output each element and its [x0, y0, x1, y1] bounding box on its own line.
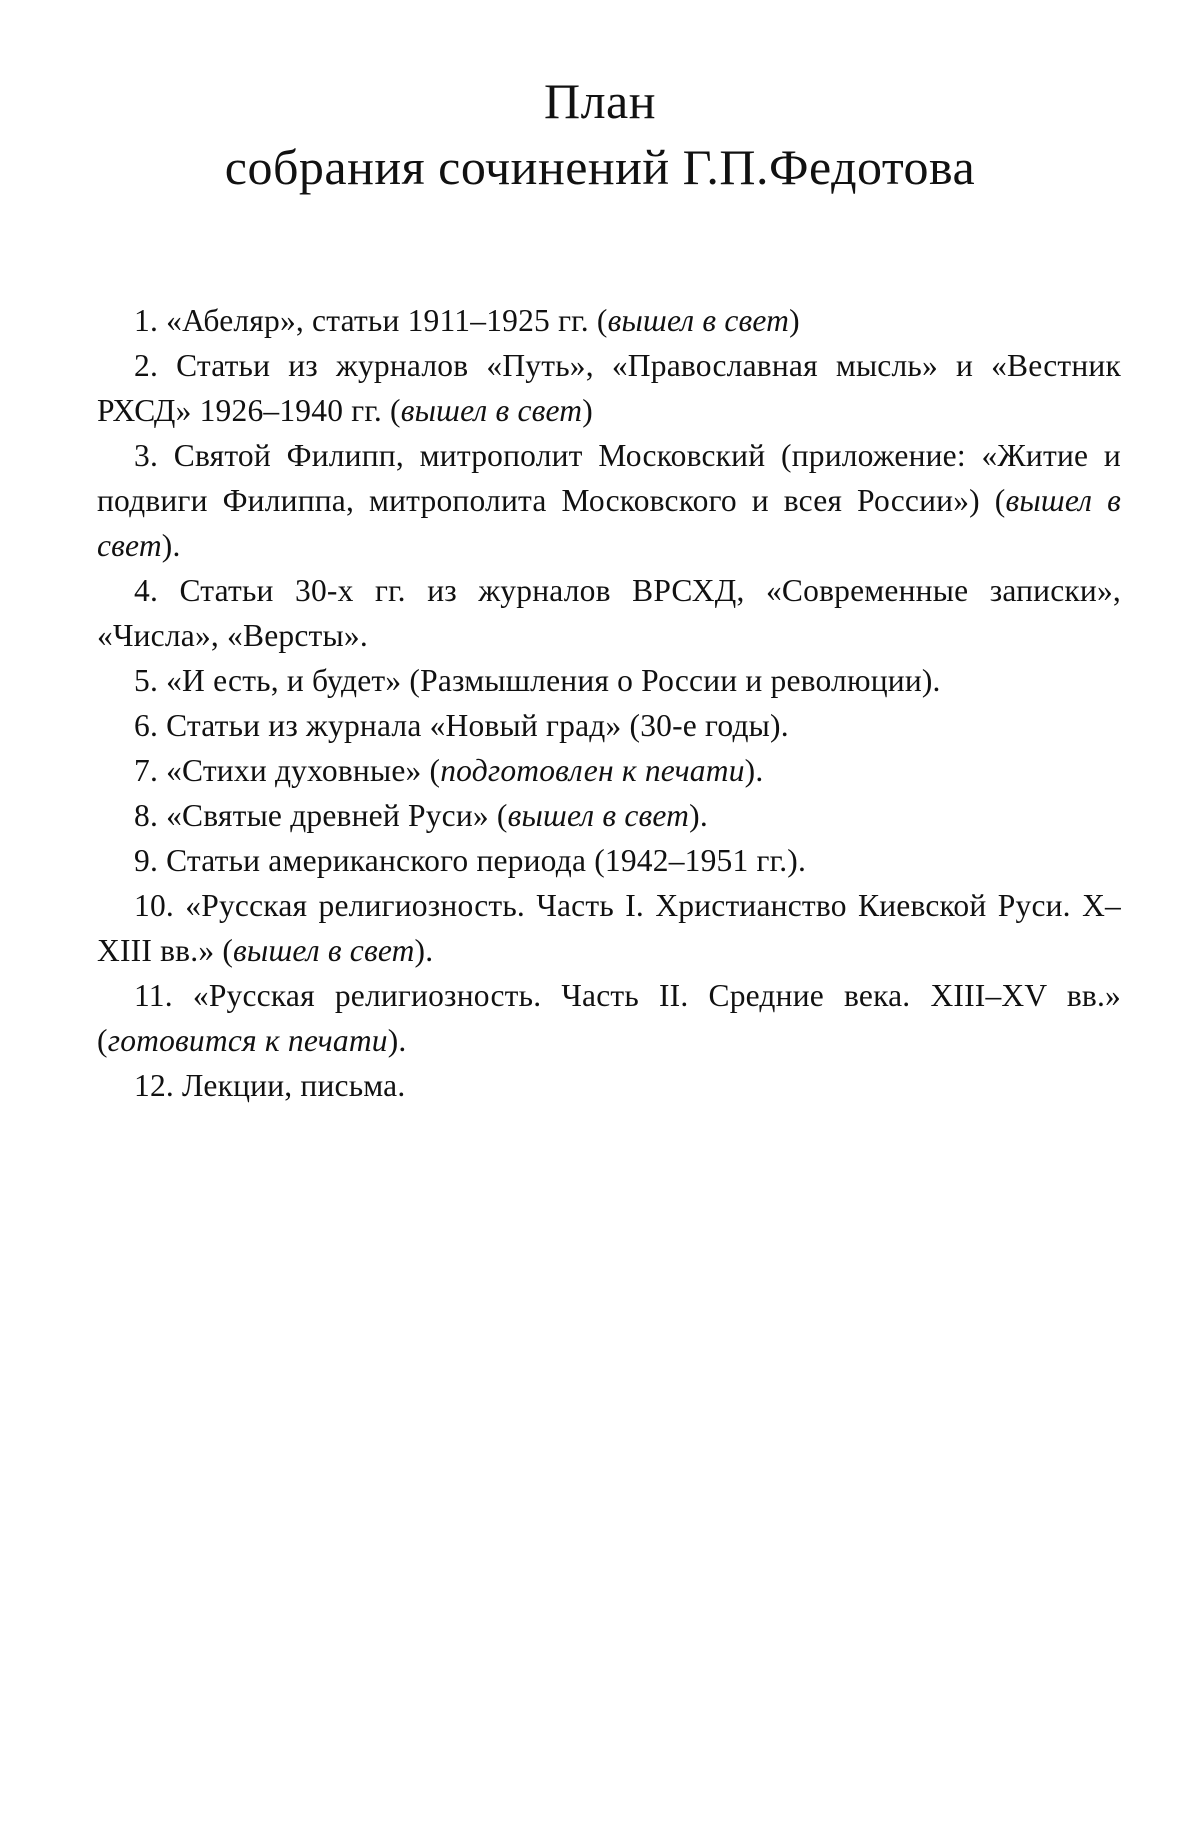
item-text: 6. Статьи из журнала «Новый град» (30-е годы). — [134, 708, 789, 743]
list-item — [97, 433, 1121, 568]
title-line-1: План — [543, 73, 656, 129]
item-text: 9. Статьи американского периода (1942–1951 гг.). — [134, 843, 807, 878]
item-text: 3. Святой Филипп, митрополит Московский (приложение: «Житие и подвиги Филиппа, митрополита Московского и всея России») ( — [97, 438, 1121, 518]
list-item — [97, 658, 1121, 703]
list-item — [97, 298, 1121, 343]
item-text: 1. «Абеляр», статьи 1911–1925 гг. ( — [134, 303, 608, 338]
item-text: 8. «Святые древней Руси» ( — [134, 798, 508, 833]
title-line-2: собрания сочинений Г.П.Федотова — [224, 139, 976, 195]
item-tail: ). — [744, 753, 764, 788]
page-title — [0, 68, 1200, 200]
item-status: вышел в свет — [400, 393, 583, 428]
list-item — [97, 1063, 1121, 1108]
list-item — [97, 568, 1121, 658]
item-text: 5. «И есть, и будет» (Размышления о России и революции). — [134, 663, 941, 698]
item-tail: ). — [689, 798, 708, 833]
list-item — [97, 703, 1121, 748]
item-tail: ). — [387, 1023, 407, 1058]
list-item — [97, 748, 1121, 793]
list-item — [97, 973, 1121, 1063]
volumes-list — [97, 298, 1121, 1108]
list-item — [97, 793, 1121, 838]
item-text: 10. «Русская религиозность. Часть I. Христианство Киевской Руси. X–XIII вв.» ( — [97, 888, 1121, 968]
item-text: 4. Статьи 30-х гг. из журналов ВРСХД, «Современные записки», «Числа», «Версты». — [97, 573, 1121, 653]
list-item — [97, 838, 1121, 883]
item-status: вышел в свет — [233, 933, 415, 968]
item-tail: ). — [414, 933, 434, 968]
item-status: вышел в свет — [97, 483, 1121, 563]
item-tail: ) — [582, 393, 593, 428]
item-status: вышел в свет — [507, 798, 690, 833]
list-item — [97, 883, 1121, 973]
item-text: 7. «Стихи духовные» ( — [134, 753, 441, 788]
item-status: вышел в свет — [607, 303, 790, 338]
item-status: готовится к печати — [107, 1023, 388, 1058]
item-text: 11. «Русская религиозность. Часть II. Средние века. XIII–XV вв.» ( — [97, 978, 1121, 1058]
item-text: 2. Статьи из журналов «Путь», «Православная мысль» и «Вестник РХСД» 1926–1940 гг. ( — [97, 348, 1121, 428]
item-text: 12. Лекции, письма. — [134, 1068, 406, 1103]
item-status: подготовлен к печати — [440, 753, 745, 788]
list-item — [97, 343, 1121, 433]
item-tail: ) — [789, 303, 800, 338]
item-tail: ). — [161, 528, 181, 563]
